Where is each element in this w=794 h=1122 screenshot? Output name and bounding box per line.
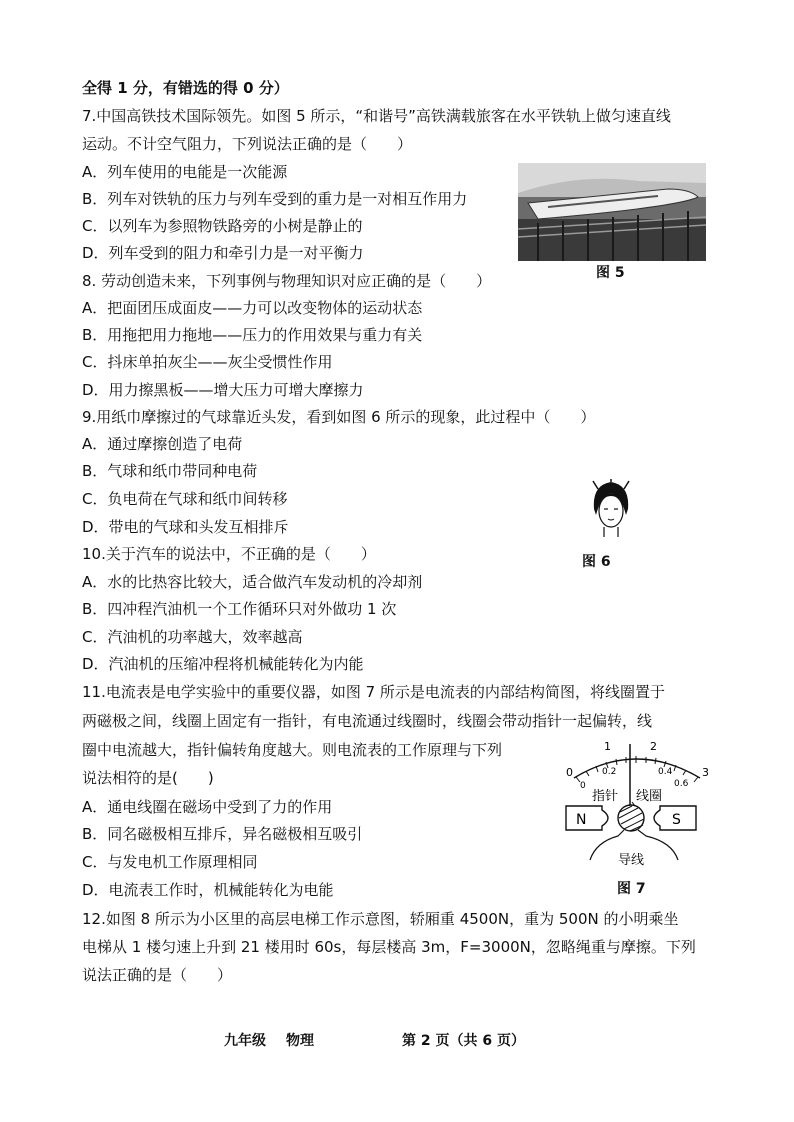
q7-option-d: D．列车受到的阻力和牵引力是一对平衡力 (82, 244, 364, 262)
q8-option-d: D．用力擦黑板——增大压力可增大摩擦力 (82, 381, 364, 399)
girl-hair-figure (590, 479, 632, 537)
magnet-pole-n: N (576, 812, 587, 828)
magnet-pole-s: S (672, 812, 681, 828)
figure-5-caption: 图 5 (596, 265, 625, 281)
scale-top-1: 1 (604, 740, 611, 753)
q7-option-a: A．列车使用的电能是一次能源 (82, 163, 288, 181)
scale-end-left: 0 (566, 766, 573, 779)
wire-label: 导线 (618, 853, 645, 868)
scale-bottom-02: 0.2 (602, 767, 617, 777)
scale-bottom-04: 0.4 (658, 767, 673, 777)
q11-option-b: B．同名磁极相互排斥，异名磁极相互吸引 (82, 825, 363, 843)
q9-stem: 9.用纸巾摩擦过的气球靠近头发，看到如图 6 所示的现象，此过程中（ ） (82, 408, 596, 426)
q12-stem-line1: 12.如图 8 所示为小区里的高层电梯工作示意图，轿厢重 4500N，重为 500N 的小明乘坐 (82, 910, 679, 928)
scale-end-right: 3 (702, 766, 709, 779)
q8-stem: 8. 劳动创造未来，下列事例与物理知识对应正确的是（ ） (82, 272, 492, 290)
coil-label: 线圈 (636, 789, 663, 804)
q9-option-c: C．负电荷在气球和纸巾间转移 (82, 490, 288, 508)
q11-stem-line1: 11.电流表是电学实验中的重要仪器，如图 7 所示是电流表的内部结构简图，将线圈置于 (82, 683, 665, 701)
q10-option-d: D．汽油机的压缩冲程将机械能转化为内能 (82, 655, 364, 673)
q8-option-a: A．把面团压成面皮——力可以改变物体的运动状态 (82, 299, 423, 317)
footer-subject: 物理 (286, 1033, 314, 1049)
q11-stem-line3: 圈中电流越大，指针偏转角度越大。则电流表的工作原理与下列 (82, 741, 503, 759)
q10-option-c: C．汽油机的功率越大，效率越高 (82, 628, 303, 646)
scale-top-2: 2 (650, 740, 657, 753)
figure-7-caption: 图 7 (617, 881, 646, 897)
coil-circle (618, 805, 644, 831)
footer-page-number: 第 2 页（共 6 页） (402, 1033, 525, 1049)
q7-option-b: B．列车对铁轨的压力与列车受到的重力是一对相互作用力 (82, 190, 468, 208)
q10-option-a: A．水的比热容比较大，适合做汽车发动机的冷却剂 (82, 573, 423, 591)
scale-bottom-06: 0.6 (674, 779, 689, 789)
q8-option-b: B．用拖把用力拖地——压力的作用效果与重力有关 (82, 326, 423, 344)
q11-option-c: C．与发电机工作原理相同 (82, 853, 258, 871)
q10-option-b: B．四冲程汽油机一个工作循环只对外做功 1 次 (82, 600, 397, 618)
header-note: 全得 1 分，有错选的得 0 分） (82, 79, 289, 97)
q9-option-b: B．气球和纸巾带同种电荷 (82, 462, 258, 480)
figure-6-caption: 图 6 (582, 554, 611, 570)
q11-option-d: D．电流表工作时，机械能转化为电能 (82, 881, 334, 899)
scale-bottom-0: 0 (580, 781, 586, 791)
q9-option-a: A．通过摩擦创造了电荷 (82, 435, 243, 453)
q11-stem-line4: 说法相符的是( ) (82, 769, 214, 787)
q10-stem: 10.关于汽车的说法中，不正确的是（ ） (82, 545, 376, 563)
q8-option-c: C．抖床单拍灰尘——灰尘受惯性作用 (82, 353, 333, 371)
q12-stem-line2: 电梯从 1 楼匀速上升到 21 楼用时 60s，每层楼高 3m，F=3000N，忽略绳重与摩擦。下列 (82, 938, 696, 956)
q7-option-c: C．以列车为参照物铁路旁的小树是静止的 (82, 217, 363, 235)
train-photo-figure (518, 163, 706, 261)
q12-stem-line3: 说法正确的是（ ） (82, 966, 233, 984)
ammeter-structure-figure (562, 736, 712, 878)
pointer-label: 指针 (592, 789, 619, 804)
q11-stem-line2: 两磁极之间，线圈上固定有一指针，有电流通过线圈时，线圈会带动指针一起偏转，线 (82, 712, 653, 730)
q9-option-d: D．带电的气球和头发互相排斥 (82, 518, 289, 536)
footer-grade: 九年级 (224, 1033, 266, 1049)
q7-stem-line2: 运动。不计空气阻力，下列说法正确的是（ ） (82, 135, 413, 153)
q7-stem-line1: 7.中国高铁技术国际领先。如图 5 所示，“和谐号”高铁满载旅客在水平铁轨上做匀速直线 (82, 107, 671, 125)
q11-option-a: A．通电线圈在磁场中受到了力的作用 (82, 798, 333, 816)
